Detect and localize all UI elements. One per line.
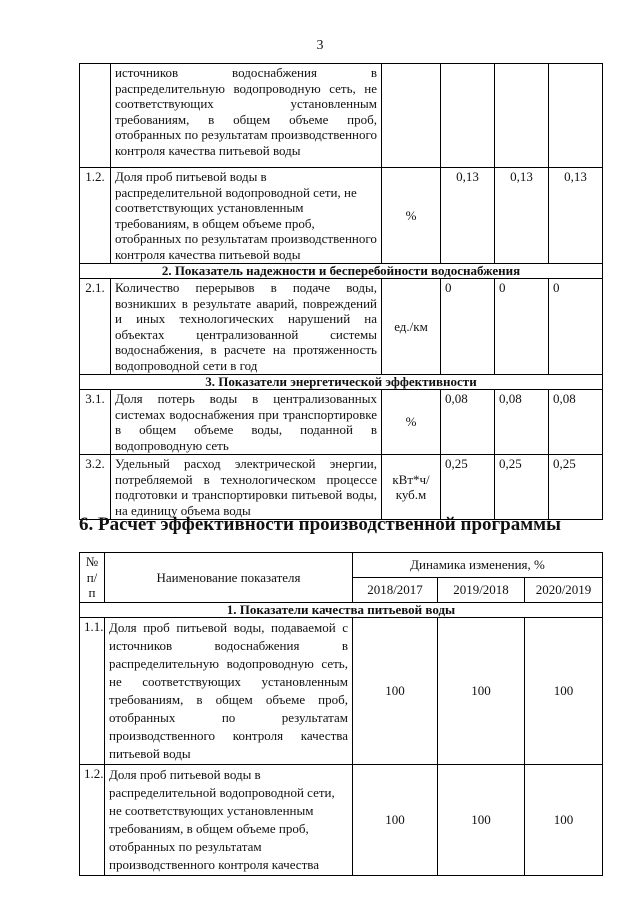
indicator-text: Доля проб питьевой воды, подаваемой с источников водоснабжения в распределительную водопроводную сеть, не соответствующих установленным требованиям, в общем объеме проб, отобранных по результатам производственного контроля качества питьевой воды: [105, 617, 353, 764]
header-num: № п/п: [80, 553, 105, 603]
row-number: 1.2.: [80, 764, 105, 875]
value-cell: 0,08: [495, 390, 549, 455]
indicator-text: источников водоснабжения в распределительную водопроводную сеть, не соответствующих установленным требованиям, в общем объеме проб, отобранных по результатам производственного контроля качества питьевой воды: [111, 64, 382, 168]
indicator-text: Доля проб питьевой воды в распределительной водопроводной сети, не соответствующих установленным требованиям, в общем объеме проб, отобранных по результатам производственного контроля качества питьевой воды: [111, 168, 382, 264]
indicator-text: Доля проб питьевой воды в распределительной водопроводной сети, не соответствующих установленным требованиям, в общем объеме проб, отобранных по результатам производственного контроля качества: [105, 764, 353, 875]
row-number: [80, 64, 111, 168]
table-row: [80, 455, 603, 520]
row-number: 1.1.: [80, 617, 105, 764]
row-number: 1.2.: [80, 168, 111, 264]
table-row: [80, 168, 603, 264]
header-year: 2020/2019: [525, 577, 603, 602]
value-cell: 0,25: [549, 455, 603, 520]
section-title: 2. Показатель надежности и бесперебойности водоснабжения: [80, 264, 603, 279]
value-cell: 0,25: [441, 455, 495, 520]
unit-cell: ед./км: [382, 279, 441, 375]
unit-cell: %: [382, 390, 441, 455]
table-row: [80, 390, 603, 455]
unit-cell: %: [382, 168, 441, 264]
indicators-table: [79, 63, 603, 520]
indicator-text: Количество перерывов в подаче воды, возникших в результате аварий, повреждений и иных технологических нарушений на объектах централизованной системы водоснабжения, в расчете на протяженность водопроводной сети в год: [111, 279, 382, 375]
unit-cell: кВт*ч/ куб.м: [382, 455, 441, 520]
value-cell: 0,08: [549, 390, 603, 455]
page-number: 3: [316, 38, 324, 53]
section-title: 3. Показатели энергетической эффективности: [80, 375, 603, 390]
efficiency-table: [79, 552, 603, 876]
value-cell: 0,25: [495, 455, 549, 520]
section-title: 1. Показатели качества питьевой воды: [80, 602, 603, 617]
value-cell: [441, 64, 495, 168]
row-number: 3.2.: [80, 455, 111, 520]
value-cell: 0,08: [441, 390, 495, 455]
value-cell: [549, 64, 603, 168]
value-cell: 100: [353, 617, 438, 764]
value-cell: [495, 64, 549, 168]
header-dynamics: Динамика изменения, %: [353, 553, 603, 578]
value-cell: 0: [495, 279, 549, 375]
value-cell: 0,13: [549, 168, 603, 264]
value-cell: 100: [525, 617, 603, 764]
header-year: 2019/2018: [438, 577, 525, 602]
row-number: 2.1.: [80, 279, 111, 375]
row-number: 3.1.: [80, 390, 111, 455]
header-year: 2018/2017: [353, 577, 438, 602]
table-row: [80, 279, 603, 375]
section-row: [80, 602, 603, 617]
indicator-text: Доля потерь воды в централизованных системах водоснабжения при транспортировке в общем объеме воды, поданной в водопроводную сеть: [111, 390, 382, 455]
section-row: [80, 375, 603, 390]
indicator-text: Удельный расход электрической энергии, потребляемой в технологическом процессе подготовки и транспортировки питьевой воды, на единицу объема воды: [111, 455, 382, 520]
value-cell: 0: [549, 279, 603, 375]
value-cell: 0,13: [441, 168, 495, 264]
header-row: [80, 553, 603, 578]
value-cell: 100: [353, 764, 438, 875]
unit-cell: [382, 64, 441, 168]
section-heading: 6. Расчет эффективности производственной программы: [79, 514, 561, 535]
value-cell: 0: [441, 279, 495, 375]
value-cell: 100: [525, 764, 603, 875]
value-cell: 100: [438, 764, 525, 875]
value-cell: 0,13: [495, 168, 549, 264]
header-name: Наименование показателя: [105, 553, 353, 603]
table-row: [80, 764, 603, 875]
value-cell: 100: [438, 617, 525, 764]
section-row: [80, 264, 603, 279]
table-row: [80, 617, 603, 764]
table-row: [80, 64, 603, 168]
